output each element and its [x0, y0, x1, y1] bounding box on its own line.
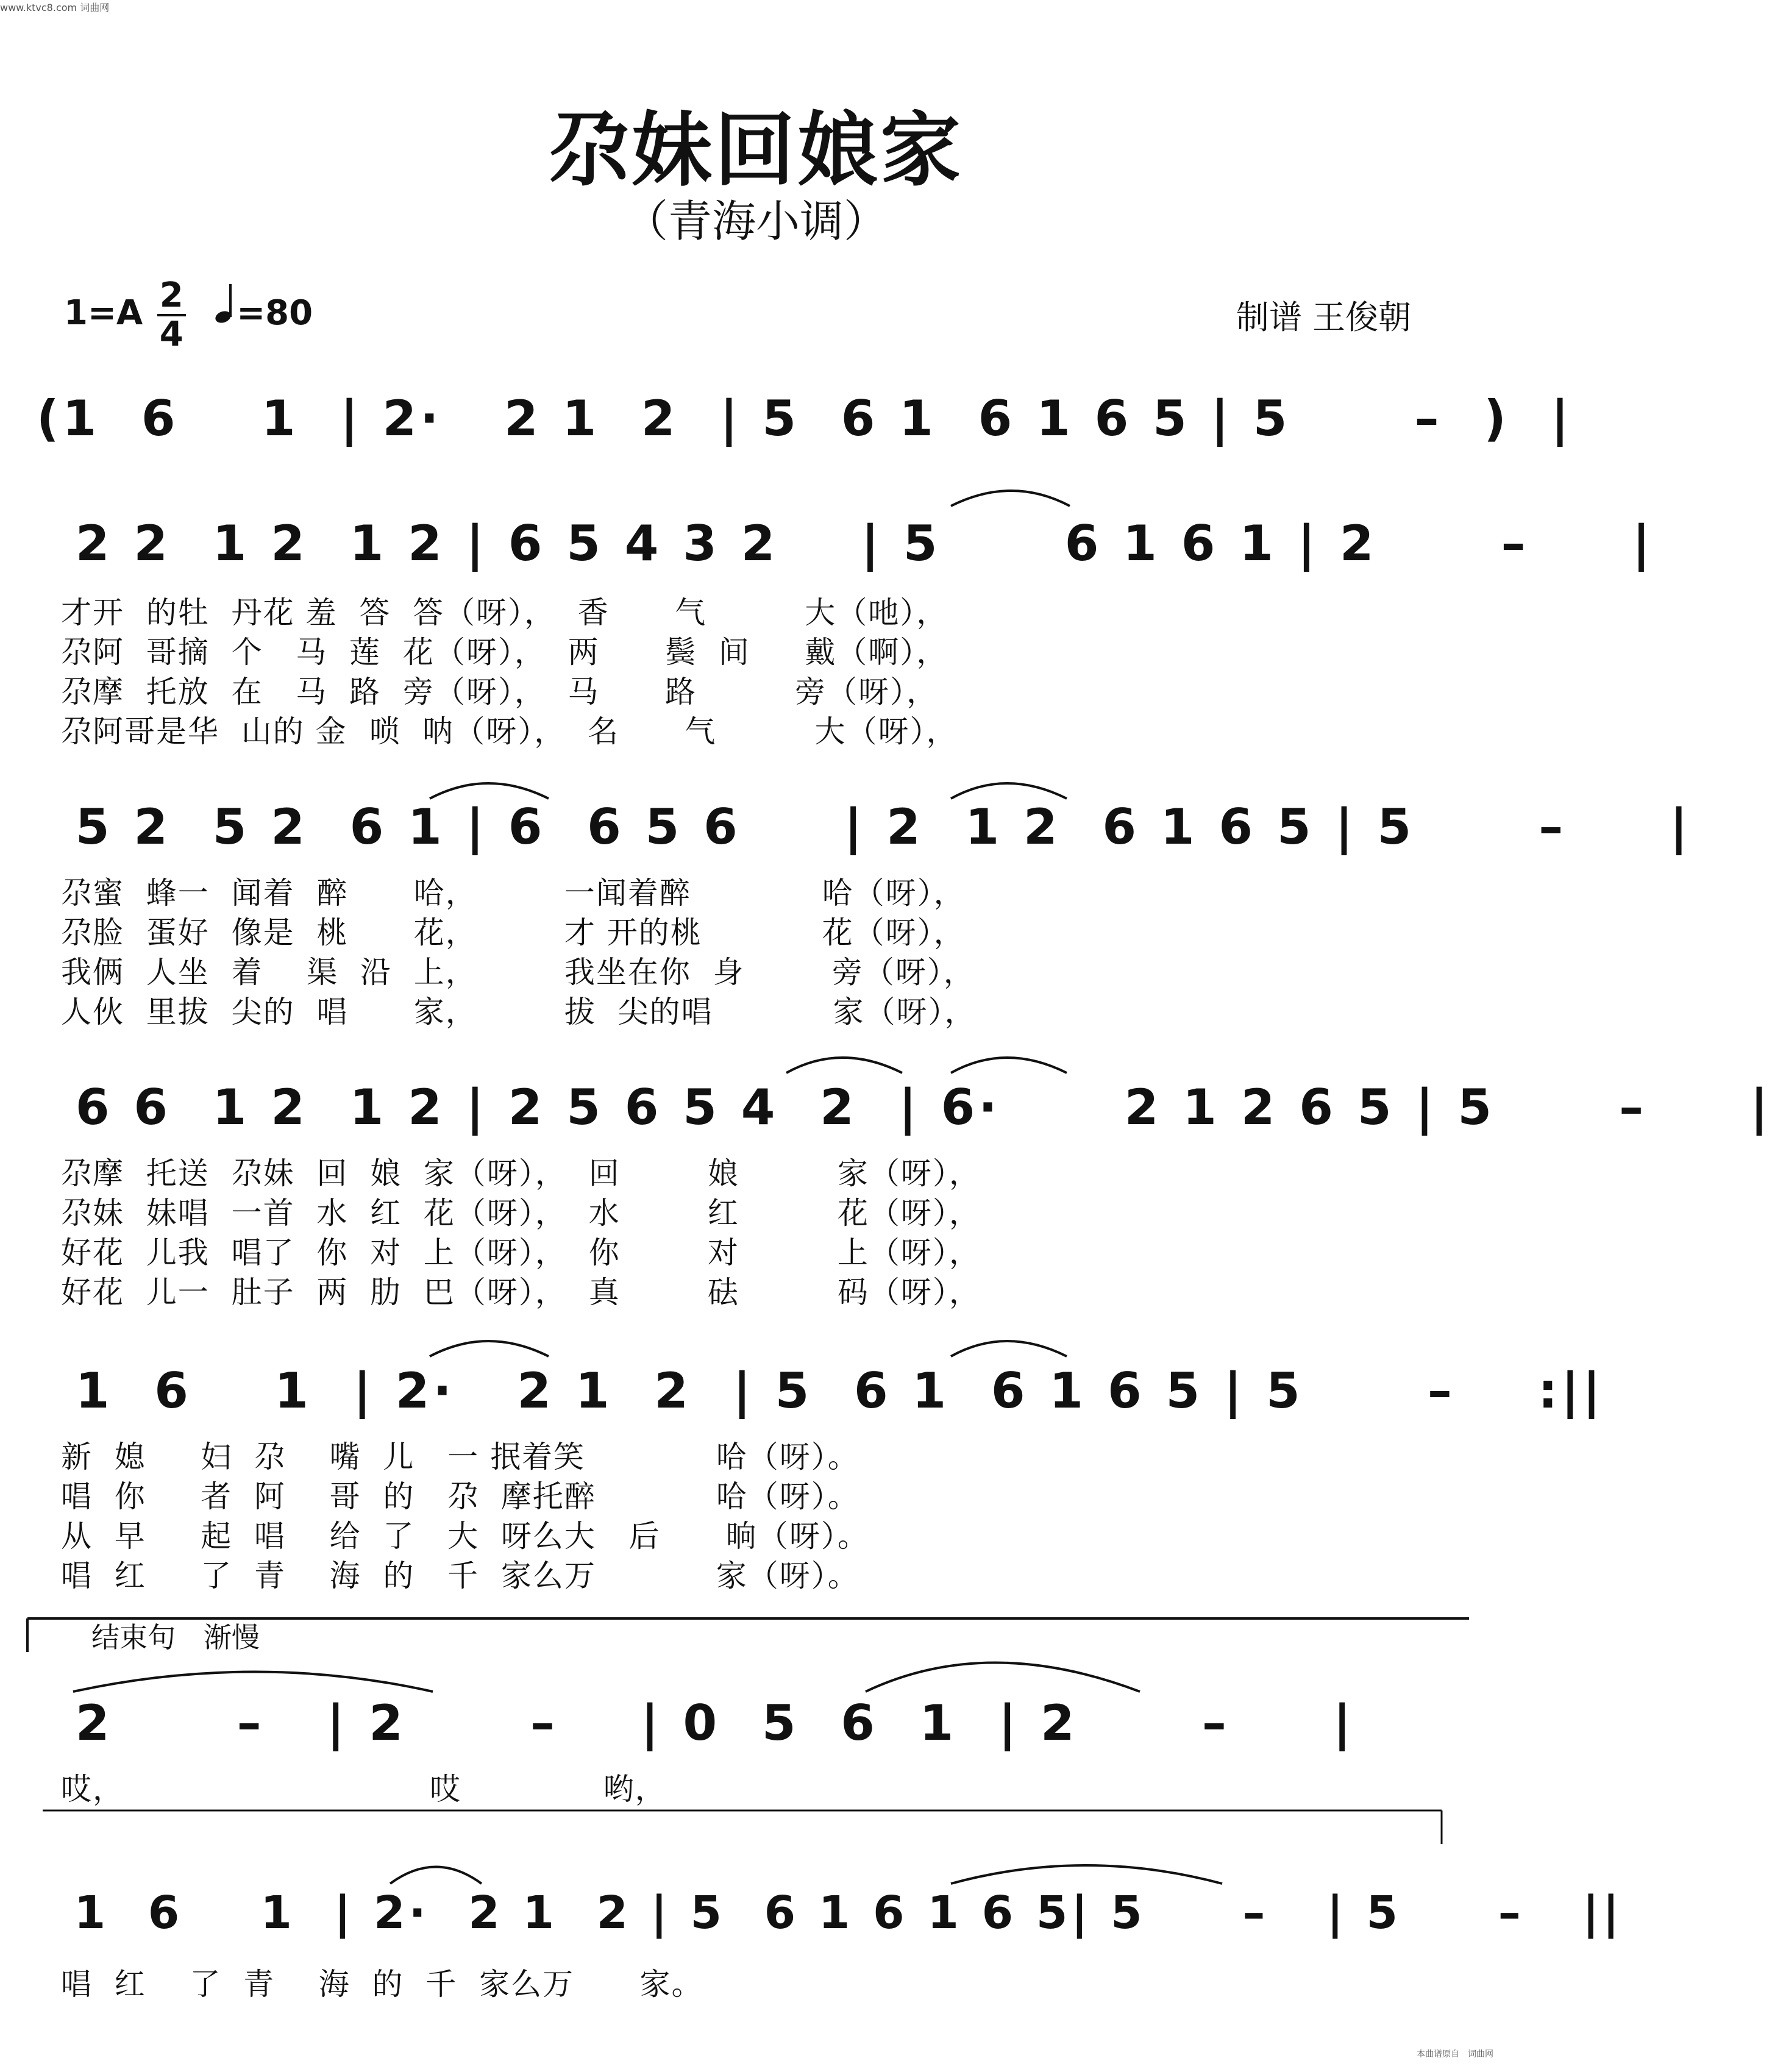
score-row-4: 6 6 1 2 1 2 | 2 5 6 5 4 2 | 6· 2 1 2 6 5 | 5 – | [55, 1079, 1772, 1136]
lyric-row-4-verse-3: 好花 儿我 唱了 你 对 上（呀）， 你 对 上（呀）， [61, 1235, 981, 1270]
lyric-row-5-verse-2: 唱 你 者 阿 哥 的 尕 摩托醉 哈（呀）。 [61, 1479, 859, 1514]
time-numerator: 2 [157, 277, 186, 316]
slur-row3-b [951, 783, 1067, 799]
score-row-3: 5 2 5 2 6 1 | 6 6 5 6 | 2 1 2 6 1 6 5 | 5 – | [55, 799, 1692, 855]
slur-row7-a [390, 1867, 482, 1884]
time-denominator: 4 [159, 315, 183, 354]
lyric-row-3-verse-2: 尕脸 蛋好 像是 桃 花， 才 开的桃 花（呀）， [61, 915, 966, 950]
lyric-row-2-verse-2: 尕阿 哥摘 个 马 莲 花（呀）， 两 鬓 间 戴（啊）， [61, 635, 948, 670]
lyric-row-3-verse-3: 我俩 人坐 着 渠 沿 上， 我坐在你 身 旁（呀）， [61, 955, 975, 990]
slur-row6-b [866, 1663, 1140, 1692]
score-row-7: 1 6 1 | 2· 2 1 2 | 5 6 1 6 1 6 5| 5 – | 5 – || [55, 1887, 1623, 1939]
coda-label: 结束句 渐慢 [91, 1621, 260, 1654]
key-label: 1=A [64, 293, 143, 333]
composer-credit: 制谱 王俊朝 [1236, 298, 1411, 336]
score-row-1: (1 6 1 | 2· 2 1 2 | 5 6 1 6 1 6 5 | 5 – ) | [37, 390, 1573, 447]
slur-row3-a [430, 783, 549, 799]
page-subtitle: （青海小调） [624, 196, 888, 247]
slur-row5-a [430, 1341, 549, 1356]
slur-row4-b [951, 1058, 1067, 1073]
tempo-label: =80 [237, 293, 313, 333]
lyric-row-6: 哎， 哎 哟， [61, 1771, 667, 1807]
lyric-row-3-verse-4: 人伙 里拔 尖的 唱 家， 拔 尖的唱 家（呀）， [61, 994, 977, 1030]
score-row-2: 2 2 1 2 1 2 | 6 5 4 3 2 | 5 6 1 6 1 | 2 – | [55, 515, 1654, 572]
slur-row2 [951, 491, 1070, 506]
lyric-row-2-verse-4: 尕阿哥是华 山的 金 唢 呐（呀）， 名 气 大（呀）， [61, 714, 958, 749]
lyric-row-5-verse-3: 从 早 起 唱 给 了 大 呀么大 后 晌（呀）。 [61, 1518, 869, 1554]
slur-row6-a [73, 1672, 433, 1692]
score-row-5: 1 6 1 | 2· 2 1 2 | 5 6 1 6 1 6 5 | 5 – :|| [55, 1362, 1604, 1419]
slur-row4-a [786, 1058, 902, 1073]
lyric-row-4-verse-1: 尕摩 托送 尕妹 回 娘 家（呀）， 回 娘 家（呀）， [61, 1156, 981, 1191]
site-watermark: www.ktvc8.com 词曲网 [0, 2, 110, 13]
slur-row5-b [951, 1341, 1067, 1356]
lyric-row-5-verse-4: 唱 红 了 青 海 的 千 家么万 家（呀）。 [61, 1558, 859, 1593]
lyric-row-7: 唱 红 了 青 海 的 千 家么万 家。 [61, 1967, 703, 2002]
lyric-row-3-verse-1: 尕蜜 蜂一 闻着 醉 哈， 一闻着醉 哈（呀）， [61, 875, 966, 911]
lyric-row-4-verse-2: 尕妹 妹唱 一首 水 红 花（呀）， 水 红 花（呀）， [61, 1195, 981, 1231]
lyric-row-5-verse-1: 新 媳 妇 尕 嘴 儿 一 抿着笑 哈（呀）。 [61, 1439, 859, 1475]
slur-row7-b [951, 1865, 1222, 1884]
footer-source-note: 本曲谱原自 词曲网 [1417, 2049, 1493, 2059]
lyric-row-2-verse-1: 才开 的牡 丹花 羞 答 答（呀）， 香 气 大（吔）， [61, 595, 948, 630]
lyric-row-4-verse-4: 好花 儿一 肚子 两 肋 巴（呀）， 真 砝 码（呀）， [61, 1275, 981, 1310]
score-row-6: 2 – | 2 – | 0 5 6 1 | 2 – | [55, 1695, 1355, 1751]
page-title: 尕妹回娘家 [549, 103, 963, 198]
lyric-row-2-verse-3: 尕摩 托放 在 马 路 旁（呀）， 马 路 旁（呀）， [61, 674, 939, 710]
